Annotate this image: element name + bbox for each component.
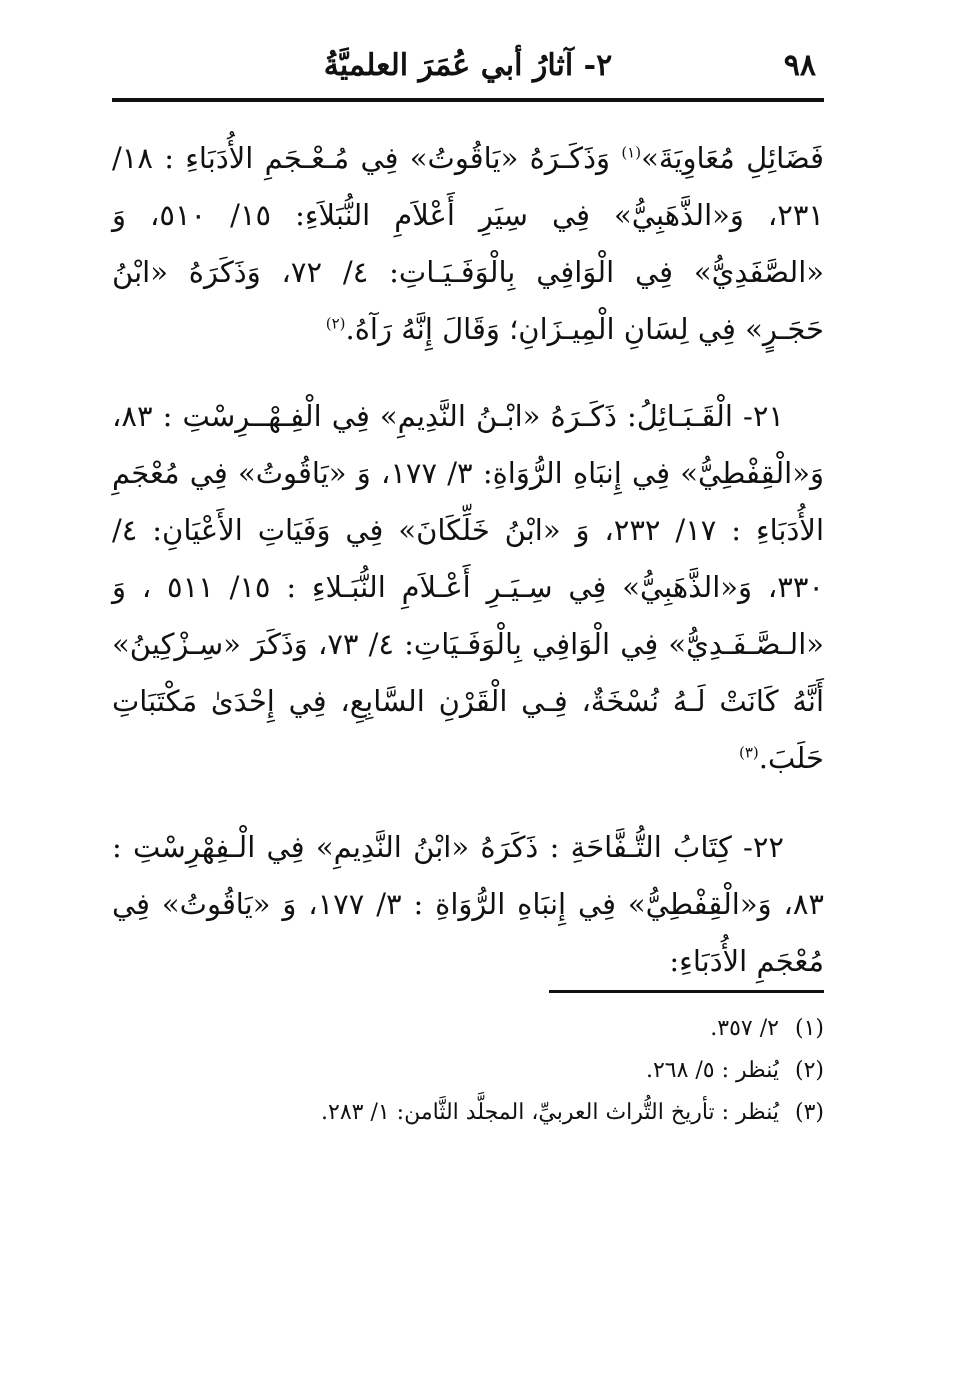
- footnote-ref: (٢): [325, 314, 346, 333]
- footnote-mark: (٣): [794, 1100, 824, 1125]
- running-title: ٢- آثارُ أبي عُمَرَ العلميَّةُ: [323, 48, 613, 83]
- footnote-mark: (١): [794, 1016, 824, 1041]
- page-header: [112, 44, 824, 96]
- footnote-rule: [549, 990, 824, 993]
- footnote-1: [112, 1008, 824, 1050]
- entry-continuation: [112, 130, 824, 358]
- footnote-ref: (٣): [738, 743, 759, 762]
- main-text: [112, 130, 824, 1022]
- footnote-ref: (١): [621, 143, 642, 162]
- footnote-3: [112, 1092, 824, 1134]
- header-rule: [112, 98, 824, 102]
- entry-text: ٢٢- كِتَابُ التُّـفَّاحَةِ : ذَكَرَهُ «ابْنُ النَّدِيمِ» فِي الْـفِهْرِسْتِ : ٨٣، وَ«الْقِفْطِيُّ» فِي إِنبَاهِ الرُّوَاةِ : ٣/ ١٧٧، وَ «يَاقُوتُ» فِي مُعْجَمِ الأُدَبَاءِ:: [112, 830, 824, 978]
- footnote-text: يُنظر : ٥/ ٢٦٨.: [645, 1058, 779, 1083]
- footnote-text: ٢/ ٣٥٧.: [710, 1016, 779, 1041]
- page-number: ٩٨: [783, 48, 816, 83]
- entry-text: وَذَكَـرَهُ «يَاقُوتُ» فِي مُـعْـجَمِ الأُدَبَاءِ : ١٨/ ٢٣١، وَ«الذَّهَبِيُّ» فِي سِيَرِ أَعْلاَمِ النُّبَلاَءِ: ١٥/ ٥١٠، وَ «الصَّفَدِيُّ» فِي الْوَافِي بِالْوَفَـيَـاتِ: ٤/ ٧٢، وَذَكَرَهُ «ابْنُ حَجَـرٍ» فِي لِسَانِ الْمِيـزَانِ؛ وَقَالَ إِنَّهُ رَآهُ.: [112, 141, 825, 346]
- footnotes: [112, 1008, 824, 1134]
- footnote-text: يُنظر : تأريخ التُّراث العربيِّ، المجلَّد الثَّامن: ١/ ٢٨٣.: [321, 1100, 779, 1125]
- entry-text: ٢١- الْقَـبَـائِلُ: ذَكَـرَهُ «ابْـنُ النَّدِيمِ» فِي الْفِـهْــرِسْتِ : ٨٣، وَ«الْقِفْطِيُّ» فِي إِنبَاهِ الرُّوَاةِ: ٣/ ١٧٧، وَ «يَاقُوتُ» فِي مُعْجَمِ الأُدَبَاءِ : ١٧/ ٢٣٢، وَ «ابْنُ خَلِّكَانَ» فِي وَفَيَاتِ الأَعْيَانِ: ٤/ ٣٣٠، وَ«الذَّهَبِيُّ» فِي سِـيَـرِ أَعْـلاَمِ النُّبَـلاءِ : ١٥/ ٥١١ ، وَ «الـصَّـفَـدِيُّ» فِي الْوَافِي بِالْوَفَـيَاتِ: ٤/ ٧٣، وَذَكَرَ «سِـزْكِينُ» أَنَّهُ كَانَتْ لَـهُ نُسْخَةٌ، فِـي الْقَرْنِ السَّابِعِ، فِي إِحْدَىٰ مَكْتَبَاتِ حَلَبَ.: [112, 399, 824, 775]
- entry-22: [112, 819, 824, 990]
- entry-21: [112, 388, 824, 787]
- entry-text: فَضَائِلِ مُعَاوِيَةَ»: [641, 141, 824, 175]
- footnote-mark: (٢): [794, 1058, 824, 1083]
- footnote-2: [112, 1050, 824, 1092]
